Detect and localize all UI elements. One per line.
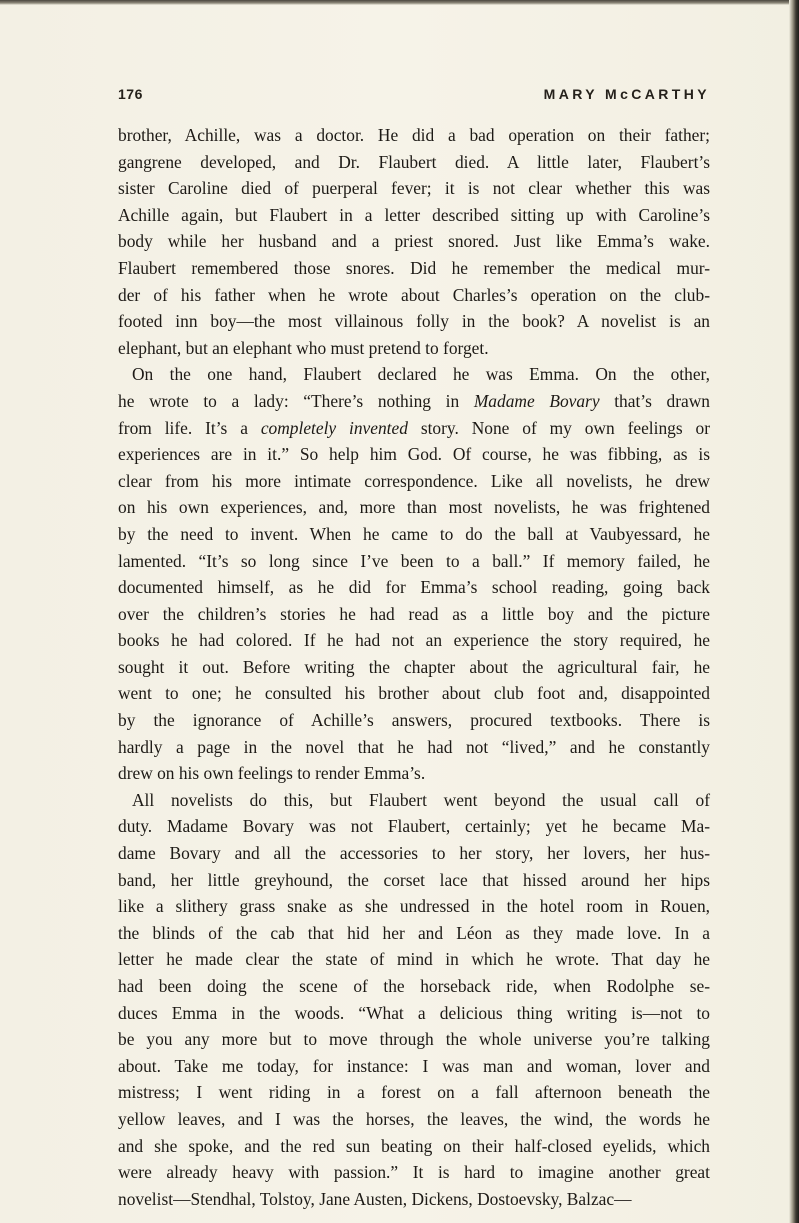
- paragraph: [118, 787, 710, 1213]
- text-line: All novelists do this, but Flaubert went beyond the usual call of: [132, 789, 710, 810]
- text-line: and she spoke, and the red sun beating on their half-closed eyelids, which: [118, 1135, 710, 1156]
- text-line: by the need to invent. When he came to do the ball at Vaubyessard, he: [118, 523, 710, 544]
- paragraph: [118, 122, 710, 361]
- text-line: experiences are in it.” So help him God. Of course, he was fibbing, as is: [118, 444, 710, 465]
- text-line: over the children’s stories he had read as a little boy and the picture: [118, 603, 710, 624]
- text-line: letter he made clear the state of mind in which he wrote. That day he: [118, 949, 710, 970]
- italic-emphasis: completely invented: [260, 417, 408, 438]
- text-line: books he had colored. If he had not an experience the story required, he: [118, 630, 710, 651]
- text-line: Flaubert remembered those snores. Did he remember the medical mur-: [118, 257, 710, 278]
- text-line: Achille again, but Flaubert in a letter described sitting up with Caroline’s: [118, 204, 710, 225]
- text-line: from life. It’s a completely invented story. None of my own feelings or: [118, 417, 710, 438]
- text-line: lamented. “It’s so long since I’ve been to a ball.” If memory failed, he: [118, 550, 710, 571]
- text-line: documented himself, as he did for Emma’s school reading, going back: [118, 577, 710, 598]
- text-line: by the ignorance of Achille’s answers, procured textbooks. There is: [118, 710, 710, 731]
- text-line: elephant, but an elephant who must pretend to forget.: [118, 337, 489, 358]
- text-line: had been doing the scene of the horseback ride, when Rodolphe se-: [118, 976, 710, 996]
- text-line: dame Bovary and all the accessories to her story, her lovers, her hus-: [118, 843, 710, 864]
- text-line: band, her little greyhound, the corset lace that hissed around her hips: [118, 869, 710, 890]
- text-line: duty. Madame Bovary was not Flaubert, certainly; yet he became Ma-: [118, 816, 710, 837]
- text-line: yellow leaves, and I was the horses, the leaves, the wind, the words he: [118, 1108, 710, 1129]
- text-line: novelist—Stendhal, Tolstoy, Jane Austen, Dickens, Dostoevsky, Balzac—: [118, 1188, 632, 1209]
- text-line: on his own experiences, and, more than most novelists, he was frightened: [118, 497, 710, 518]
- text-line: sought it out. Before writing the chapter about the agricultural fair, he: [118, 656, 710, 677]
- text-line: mistress; I went riding in a forest on a fall afternoon beneath the: [118, 1082, 710, 1103]
- page-binding-edge: [789, 0, 799, 1223]
- text-line: the blinds of the cab that hid her and Léon as they made love. In a: [118, 922, 710, 943]
- text-line: sister Caroline died of puerperal fever; it is not clear whether this was: [118, 178, 710, 199]
- text-line: footed inn boy—the most villainous folly in the book? A novelist is an: [118, 311, 710, 332]
- text-line: were already heavy with passion.” It is hard to imagine another great: [118, 1162, 710, 1183]
- text-line: gangrene developed, and Dr. Flaubert died. A little later, Flaubert’s: [118, 151, 710, 172]
- text-line: about. Take me today, for instance: I was man and woman, lover and: [118, 1055, 710, 1076]
- text-line: he wrote to a lady: “There’s nothing in Madame Bovary that’s drawn: [118, 390, 710, 411]
- text-line: duces Emma in the woods. “What a delicious thing writing is—not to: [118, 1002, 710, 1023]
- text-line: hardly a page in the novel that he had not “lived,” and he constantly: [118, 736, 710, 757]
- text-line: On the one hand, Flaubert declared he was Emma. On the other,: [132, 364, 710, 385]
- text-line: der of his father when he wrote about Charles’s operation on the club-: [118, 284, 710, 305]
- text-line: drew on his own feelings to render Emma’s.: [118, 763, 426, 784]
- running-head: [118, 86, 710, 108]
- text-line: like a slithery grass snake as she undressed in the hotel room in Rouen,: [118, 896, 710, 917]
- text-line: went to one; he consulted his brother about club foot and, disappointed: [118, 683, 710, 704]
- page-number: 176: [118, 86, 143, 102]
- body-text: [118, 122, 710, 1212]
- paragraph: [118, 361, 710, 787]
- text-line: be you any more but to move through the whole universe you’re talking: [118, 1029, 710, 1050]
- text-line: brother, Achille, was a doctor. He did a bad operation on their father;: [118, 125, 710, 145]
- text-line: body while her husband and a priest snored. Just like Emma’s wake.: [118, 231, 710, 252]
- page-top-shadow: [0, 0, 799, 5]
- italic-emphasis: Madame Bovary: [473, 390, 600, 411]
- text-line: clear from his more intimate correspondence. Like all novelists, he drew: [118, 470, 710, 491]
- running-title: MARY McCARTHY: [543, 86, 710, 102]
